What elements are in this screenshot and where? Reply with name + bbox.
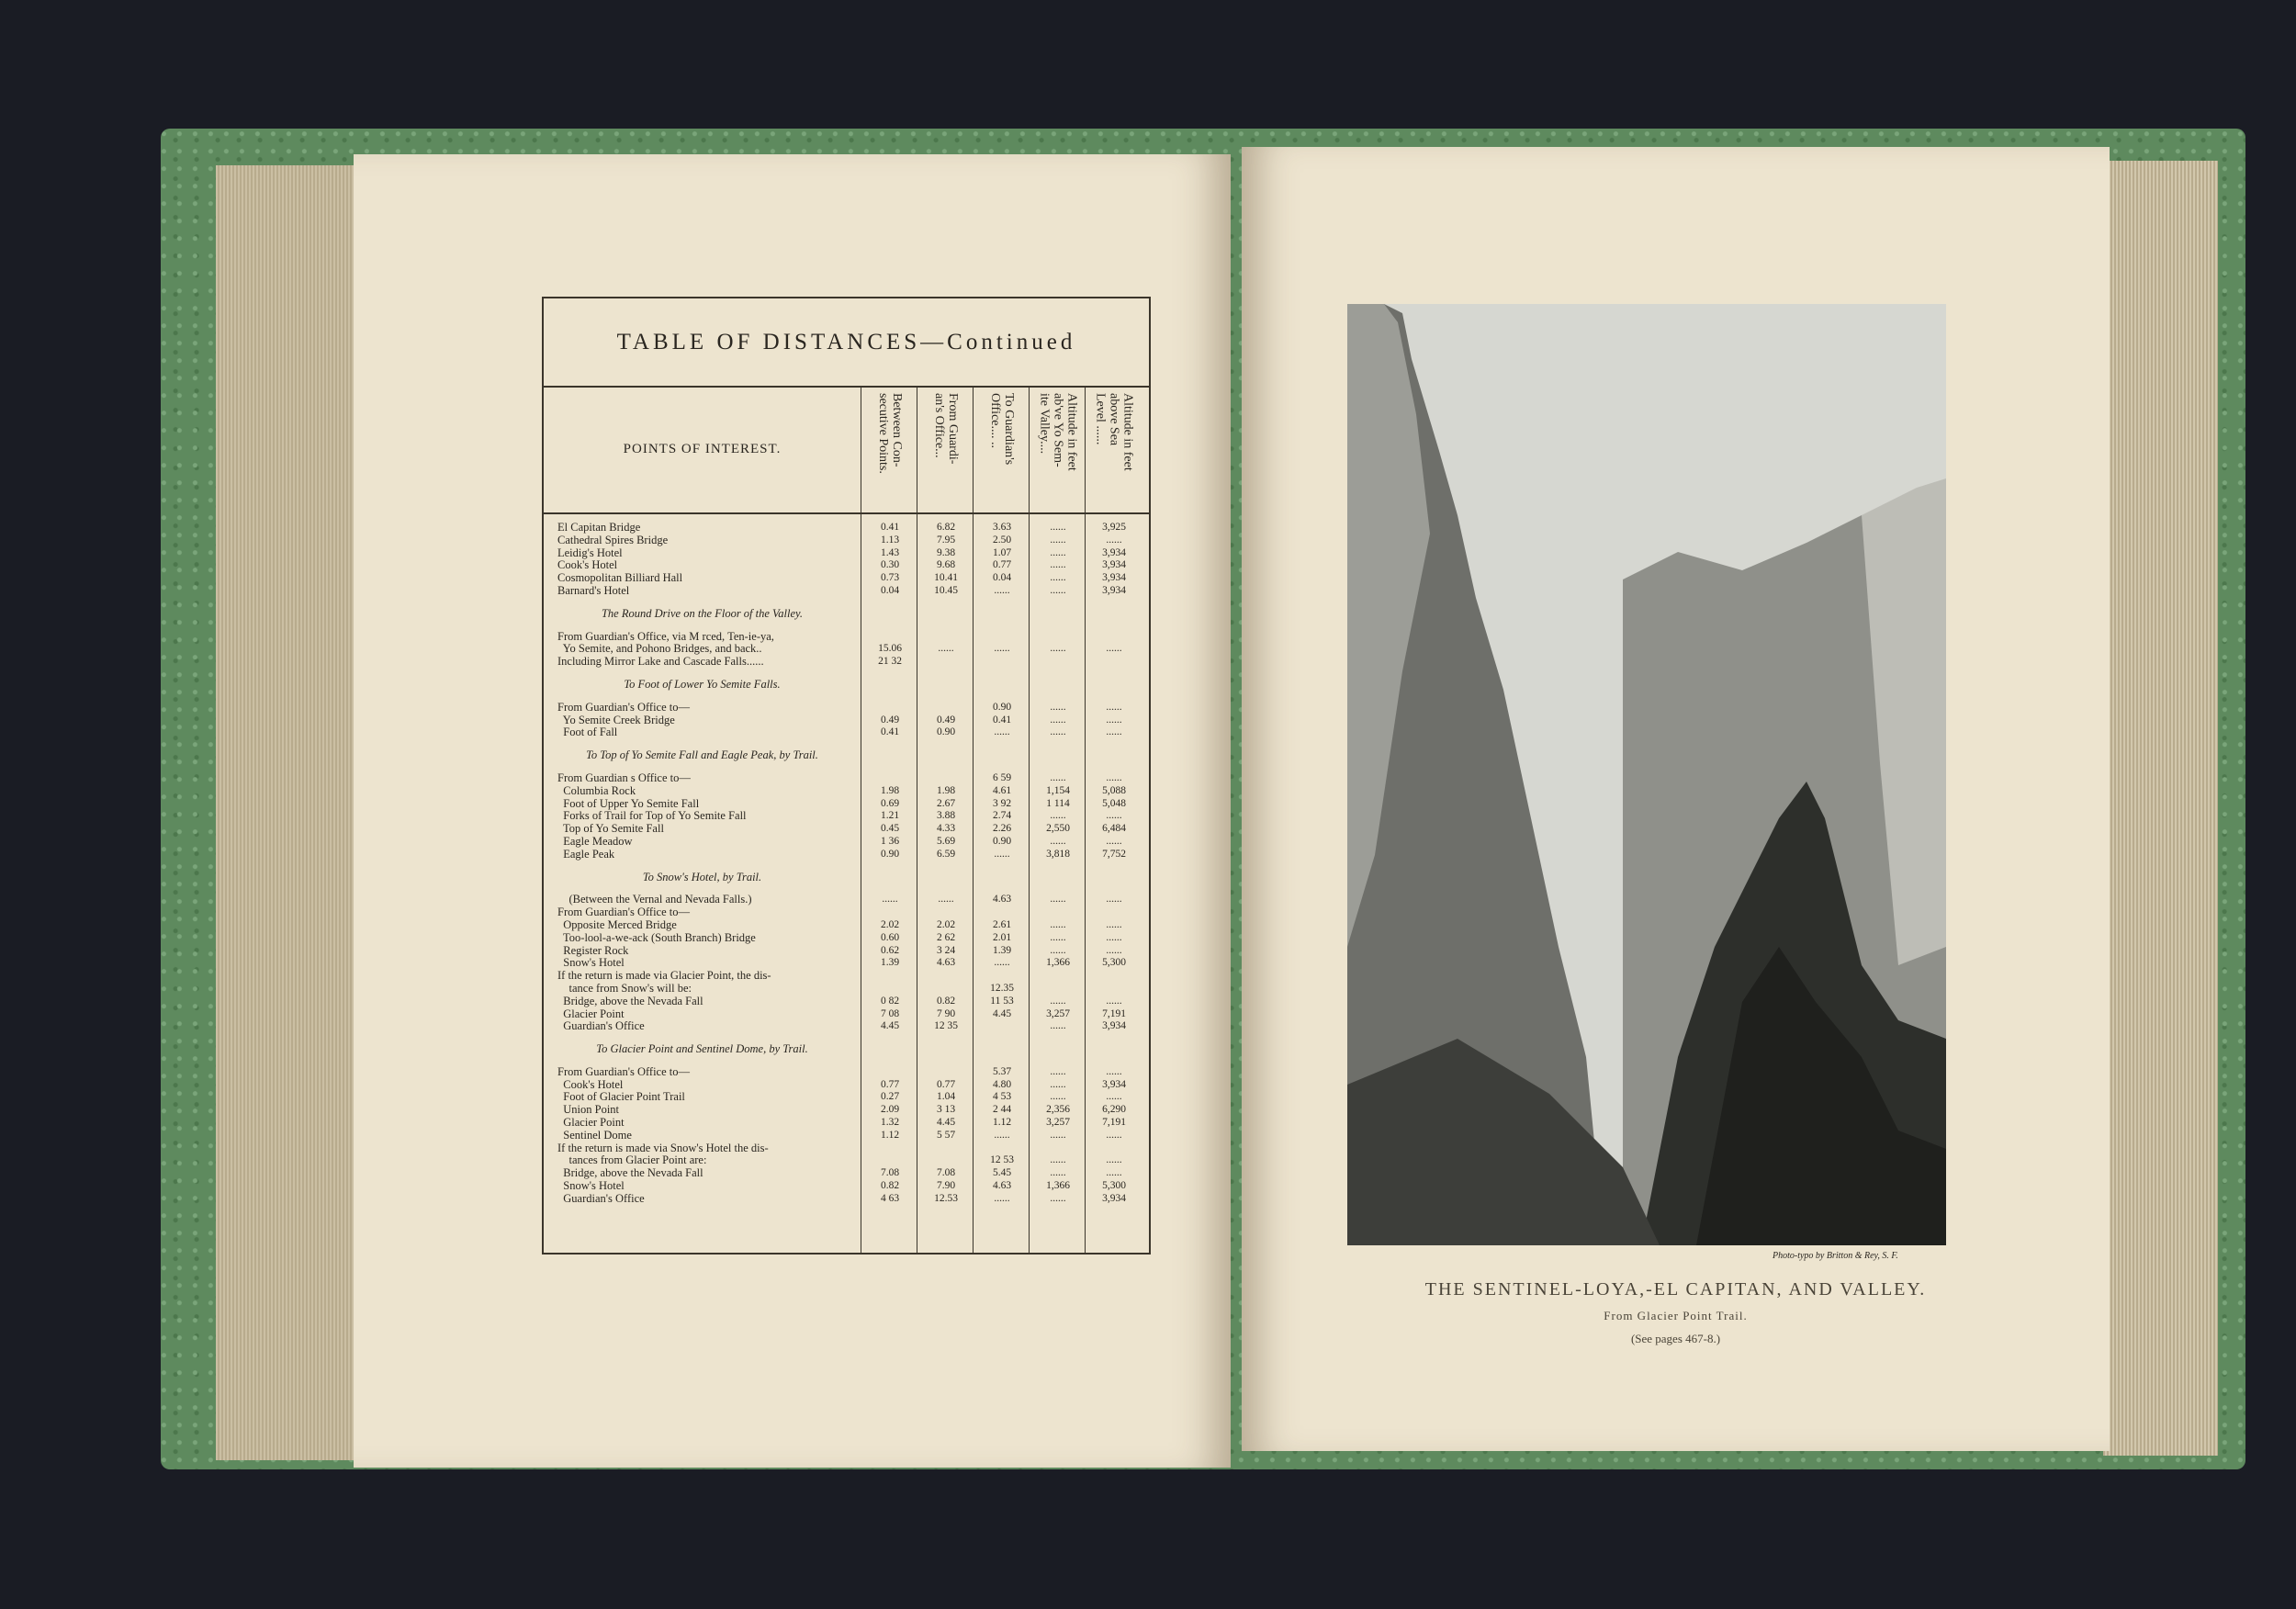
cell-value: 2.02: [880, 918, 900, 930]
table-row: [544, 702, 1149, 714]
cell-value: ......: [1050, 546, 1066, 558]
section-heading: [544, 749, 1149, 762]
col-header-alt-sea: Altitude in feet above Sea Level ......: [1093, 393, 1135, 471]
cell-value: 0.90: [936, 726, 956, 738]
row-label: Foot of Glacier Point Trail: [557, 1091, 685, 1104]
table-row: [544, 894, 1149, 906]
cell-value: 1 114: [1046, 797, 1070, 809]
table-row: [544, 1091, 1149, 1104]
cell-value: 12.35: [990, 982, 1014, 994]
table-row: [544, 945, 1149, 958]
row-label: Bridge, above the Nevada Fall: [557, 995, 703, 1007]
plate-caption: THE SENTINEL-LOYA,-EL CAPITAN, AND VALLEY.: [1424, 1279, 1927, 1300]
table-row: [544, 1104, 1149, 1117]
cell-value: 4.45: [936, 1117, 956, 1129]
row-label: From Guardian s Office to—: [557, 771, 691, 784]
cell-value: 2.50: [992, 534, 1012, 546]
cell-value: 4.45: [880, 1020, 900, 1032]
cell-value: ......: [1050, 995, 1066, 1007]
row-label: Top of Yo Semite Fall: [557, 823, 664, 836]
table-row: [544, 983, 1149, 996]
row-label: Cook's Hotel: [557, 1078, 624, 1091]
cell-value: ......: [994, 957, 1010, 969]
cell-value: ......: [1106, 1167, 1122, 1179]
cell-value: 21 32: [878, 656, 902, 668]
cell-value: ......: [994, 584, 1010, 596]
row-label: Columbia Rock: [557, 784, 636, 797]
cell-value: ......: [1050, 894, 1066, 906]
cell-value: 5.37: [992, 1065, 1012, 1077]
plate-reference: (See pages 467-8.): [1630, 1332, 1721, 1345]
cell-value: 0.04: [992, 572, 1012, 584]
table-row: [544, 559, 1149, 572]
cell-value: 0.49: [880, 714, 900, 726]
table-row: [544, 1180, 1149, 1193]
table-row: [544, 534, 1149, 547]
cell-value: ......: [1106, 534, 1122, 546]
table-row: [544, 970, 1149, 983]
cell-value: 1.32: [880, 1117, 900, 1129]
page-edges-right: [2103, 161, 2218, 1456]
cell-value: 4.33: [936, 823, 956, 835]
row-spacer: [544, 669, 1149, 679]
table-row: [544, 1079, 1149, 1092]
cell-value: 3.88: [936, 810, 956, 822]
cell-value: ......: [994, 1129, 1010, 1141]
cell-value: 1.04: [936, 1091, 956, 1103]
cell-value: 7 08: [880, 1007, 900, 1019]
cell-value: ......: [1050, 835, 1066, 847]
cell-value: 1.12: [992, 1117, 1012, 1129]
cell-value: ......: [1050, 1154, 1066, 1166]
row-label: If the return is made via Glacier Point, the dis-: [557, 970, 771, 983]
section-title: To Top of Yo Semite Fall and Eagle Peak, by Trail.: [586, 749, 818, 762]
cell-value: 0 82: [880, 995, 900, 1007]
cell-value: 5,088: [1102, 784, 1126, 796]
table-row: [544, 1066, 1149, 1079]
cell-value: 0.69: [880, 797, 900, 809]
row-label: From Guardian's Office to—: [557, 701, 691, 714]
row-label: From Guardian's Office to—: [557, 1065, 691, 1078]
cell-value: 0.90: [992, 701, 1012, 713]
cell-value: ......: [1050, 944, 1066, 956]
cell-value: ......: [1106, 918, 1122, 930]
cell-value: ......: [1050, 726, 1066, 738]
cell-value: ......: [1106, 1154, 1122, 1166]
col-header-alt-valley: Altitude in feet ab've Yo Sem- ite Valley....: [1037, 393, 1079, 471]
cell-value: 12 53: [990, 1154, 1014, 1166]
cell-value: ......: [1050, 701, 1066, 713]
cell-value: 1,366: [1046, 1180, 1070, 1192]
cell-value: ......: [1106, 944, 1122, 956]
table-row: [544, 810, 1149, 823]
row-spacer: [544, 762, 1149, 772]
cell-value: 0.41: [992, 714, 1012, 726]
row-label: Leidig's Hotel: [557, 546, 623, 559]
row-label: Guardian's Office: [557, 1192, 645, 1205]
row-label: Cook's Hotel: [557, 559, 618, 572]
cell-value: ......: [1106, 643, 1122, 655]
cell-value: 2.02: [936, 918, 956, 930]
table-header: [544, 386, 1149, 514]
cell-value: 6,484: [1102, 823, 1126, 835]
cell-value: 5.45: [992, 1167, 1012, 1179]
cell-value: ......: [1050, 1129, 1066, 1141]
cell-value: 0.77: [880, 1078, 900, 1090]
cell-value: 3,934: [1102, 1192, 1126, 1204]
section-heading: [544, 1043, 1149, 1056]
row-spacer: [544, 692, 1149, 702]
cell-value: ......: [1106, 1065, 1122, 1077]
row-label: Glacier Point: [557, 1117, 625, 1130]
cell-value: 2 62: [936, 931, 956, 943]
cell-value: 2 44: [992, 1104, 1012, 1116]
row-label: Yo Semite, and Pohono Bridges, and back..: [557, 643, 762, 656]
table-body: [544, 522, 1149, 1206]
cell-value: ......: [1106, 835, 1122, 847]
table-row: [544, 1142, 1149, 1155]
table-row: [544, 996, 1149, 1008]
row-label: Sentinel Dome: [557, 1129, 632, 1142]
cell-value: 1.98: [936, 784, 956, 796]
cell-value: ......: [1106, 894, 1122, 906]
cell-value: 0.60: [880, 931, 900, 943]
cell-value: 11 53: [990, 995, 1014, 1007]
cell-value: 9.38: [936, 546, 956, 558]
section-heading: [544, 608, 1149, 621]
row-label: tances from Glacier Point are:: [557, 1154, 707, 1167]
points-header: POINTS OF INTEREST.: [623, 441, 782, 456]
cell-value: ......: [1106, 995, 1122, 1007]
row-label: Yo Semite Creek Bridge: [557, 714, 675, 726]
cell-value: 1.13: [880, 534, 900, 546]
cell-value: 4.63: [992, 894, 1012, 906]
row-label: If the return is made via Snow's Hotel the dis-: [557, 1142, 769, 1154]
row-label: tance from Snow's will be:: [557, 982, 692, 995]
table-row: [544, 823, 1149, 836]
cell-value: 3,925: [1102, 522, 1126, 533]
cell-value: ......: [1050, 534, 1066, 546]
row-spacer: [544, 1033, 1149, 1043]
cell-value: ......: [1106, 701, 1122, 713]
cell-value: 3,934: [1102, 1078, 1126, 1090]
cell-value: ......: [1050, 771, 1066, 783]
cell-value: ......: [1050, 1192, 1066, 1204]
plate-subcaption: From Glacier Point Trail.: [1604, 1309, 1748, 1322]
row-label: Snow's Hotel: [557, 957, 625, 970]
cell-value: ......: [1106, 771, 1122, 783]
cell-value: 5,300: [1102, 1180, 1126, 1192]
row-label: Forks of Trail for Top of Yo Semite Fall: [557, 810, 747, 823]
cell-value: 7,191: [1102, 1117, 1126, 1129]
cell-value: 1.39: [992, 944, 1012, 956]
cell-value: ......: [1106, 726, 1122, 738]
cell-value: 5,300: [1102, 957, 1126, 969]
cell-value: 7 90: [936, 1007, 956, 1019]
cell-value: 3 92: [992, 797, 1012, 809]
cell-value: 4.61: [992, 784, 1012, 796]
cell-value: 7,191: [1102, 1007, 1126, 1019]
table-row: [544, 643, 1149, 656]
row-label: Barnard's Hotel: [557, 584, 630, 597]
cell-value: 3,257: [1046, 1007, 1070, 1019]
cell-value: 2.26: [992, 823, 1012, 835]
cell-value: 5,048: [1102, 797, 1126, 809]
cell-value: 3,934: [1102, 559, 1126, 571]
table-row: [544, 798, 1149, 811]
col-header-between: Between Con- secutive Points.: [876, 393, 904, 474]
table-row: [544, 1167, 1149, 1180]
table-row: [544, 547, 1149, 560]
page-edges-left: [216, 165, 372, 1460]
cell-value: 5.69: [936, 835, 956, 847]
cell-value: 7.08: [880, 1167, 900, 1179]
cell-value: 0.77: [936, 1078, 956, 1090]
cell-value: ......: [1050, 810, 1066, 822]
cell-value: 0.30: [880, 559, 900, 571]
cell-value: 2.67: [936, 797, 956, 809]
cell-value: 0.82: [936, 995, 956, 1007]
cell-value: 3,934: [1102, 546, 1126, 558]
cell-value: ......: [994, 848, 1010, 860]
cell-value: 3 13: [936, 1104, 956, 1116]
row-label: Glacier Point: [557, 1007, 625, 1020]
cell-value: ......: [994, 643, 1010, 655]
row-spacer: [544, 883, 1149, 894]
row-label: Too-lool-a-we-ack (South Branch) Bridge: [557, 931, 756, 944]
row-label: Cathedral Spires Bridge: [557, 534, 669, 546]
cell-value: ......: [1050, 584, 1066, 596]
row-label: Guardian's Office: [557, 1020, 645, 1033]
cell-value: 0.77: [992, 559, 1012, 571]
distances-table: [542, 297, 1151, 1255]
col-header-from-office: From Guardi- an's Office...: [932, 393, 960, 465]
row-label: Eagle Meadow: [557, 835, 633, 848]
row-spacer: [544, 621, 1149, 631]
table-row: [544, 785, 1149, 798]
row-label: From Guardian's Office to—: [557, 906, 691, 919]
cell-value: ......: [938, 894, 954, 906]
cliff-photo: [1347, 304, 1946, 1245]
row-label: Opposite Merced Bridge: [557, 918, 677, 931]
row-label: Eagle Peak: [557, 848, 615, 861]
cell-value: 4.63: [992, 1180, 1012, 1192]
row-spacer: [544, 598, 1149, 608]
row-label: Union Point: [557, 1104, 620, 1117]
cell-value: 0.45: [880, 823, 900, 835]
row-label: El Capitan Bridge: [557, 522, 641, 534]
cell-value: 1,366: [1046, 957, 1070, 969]
cell-value: 7.08: [936, 1167, 956, 1179]
cell-value: 6.82: [936, 522, 956, 533]
row-spacer: [544, 1056, 1149, 1066]
photo-credit: Photo-typo by Britton & Rey, S. F.: [1773, 1251, 1898, 1261]
cell-value: 0.62: [880, 944, 900, 956]
cell-value: 3,818: [1046, 848, 1070, 860]
table-row: [544, 631, 1149, 644]
section-heading: [544, 679, 1149, 692]
row-spacer: [544, 861, 1149, 872]
section-title: To Foot of Lower Yo Semite Falls.: [624, 678, 781, 691]
table-row: [544, 1154, 1149, 1167]
cell-value: 0.27: [880, 1091, 900, 1103]
table-row: [544, 572, 1149, 585]
cell-value: ......: [1050, 559, 1066, 571]
cell-value: 5 57: [936, 1129, 956, 1141]
cell-value: 0.41: [880, 522, 900, 533]
cell-value: 0.90: [992, 835, 1012, 847]
row-label: Foot of Upper Yo Semite Fall: [557, 797, 700, 810]
table-row: [544, 1020, 1149, 1033]
cell-value: 3,934: [1102, 584, 1126, 596]
table-title: TABLE OF DISTANCES—Continued: [544, 298, 1149, 388]
row-label: Foot of Fall: [557, 726, 618, 739]
section-title: To Snow's Hotel, by Trail.: [642, 871, 762, 883]
cell-value: 2.09: [880, 1104, 900, 1116]
cell-value: 7,752: [1102, 848, 1126, 860]
cell-value: 0.73: [880, 572, 900, 584]
cell-value: ......: [1050, 918, 1066, 930]
cell-value: 1.98: [880, 784, 900, 796]
cell-value: 6.59: [936, 848, 956, 860]
cell-value: 0.04: [880, 584, 900, 596]
cell-value: 2,550: [1046, 823, 1070, 835]
cell-value: 4.63: [936, 957, 956, 969]
cell-value: ......: [1106, 1091, 1122, 1103]
cell-value: ......: [1050, 522, 1066, 533]
cell-value: 4.80: [992, 1078, 1012, 1090]
cell-value: 7.95: [936, 534, 956, 546]
cell-value: 0.41: [880, 726, 900, 738]
col-header-to-office: To Guardian's Office.... ..: [988, 393, 1016, 466]
cell-value: 2.01: [992, 931, 1012, 943]
row-spacer: [544, 739, 1149, 749]
cell-value: 1.39: [880, 957, 900, 969]
cell-value: ......: [1050, 1167, 1066, 1179]
cell-value: ......: [1050, 714, 1066, 726]
section-heading: [544, 872, 1149, 884]
cell-value: ......: [1106, 1129, 1122, 1141]
cell-value: 3.63: [992, 522, 1012, 533]
cell-value: ......: [1106, 714, 1122, 726]
table-row: [544, 906, 1149, 919]
cell-value: 15.06: [878, 643, 902, 655]
cell-value: 1.21: [880, 810, 900, 822]
table-row: [544, 932, 1149, 945]
cell-value: 10.41: [934, 572, 958, 584]
photo-plate: [1347, 304, 1946, 1245]
cell-value: 3,257: [1046, 1117, 1070, 1129]
cell-value: 6,290: [1102, 1104, 1126, 1116]
cell-value: 3,934: [1102, 572, 1126, 584]
cell-value: ......: [1050, 572, 1066, 584]
cell-value: ......: [1050, 1020, 1066, 1032]
cell-value: 1.43: [880, 546, 900, 558]
table-row: [544, 585, 1149, 598]
cell-value: 2,356: [1046, 1104, 1070, 1116]
cell-value: 6 59: [992, 771, 1012, 783]
cell-value: ......: [994, 1192, 1010, 1204]
cell-value: 7.90: [936, 1180, 956, 1192]
cell-value: ......: [1106, 931, 1122, 943]
cell-value: 1.12: [880, 1129, 900, 1141]
table-row: [544, 1130, 1149, 1142]
table-row: [544, 726, 1149, 739]
cell-value: 1 36: [880, 835, 900, 847]
cell-value: 4 53: [992, 1091, 1012, 1103]
row-label: Snow's Hotel: [557, 1180, 625, 1193]
row-label: Including Mirror Lake and Cascade Falls......: [557, 656, 764, 669]
table-row: [544, 1008, 1149, 1021]
cell-value: ......: [1050, 643, 1066, 655]
cell-value: 9.68: [936, 559, 956, 571]
cell-value: 0.49: [936, 714, 956, 726]
cell-value: 3 24: [936, 944, 956, 956]
cell-value: 1.07: [992, 546, 1012, 558]
row-label: Register Rock: [557, 944, 629, 957]
cell-value: ......: [1050, 1065, 1066, 1077]
cell-value: ......: [1050, 931, 1066, 943]
cell-value: ......: [882, 894, 898, 906]
table-row: [544, 957, 1149, 970]
section-title: To Glacier Point and Sentinel Dome, by Trail.: [596, 1043, 808, 1056]
cell-value: 1,154: [1046, 784, 1070, 796]
table-row: [544, 836, 1149, 849]
row-label: From Guardian's Office, via M rced, Ten-ie-ya,: [557, 630, 774, 643]
table-row: [544, 1117, 1149, 1130]
cell-value: ......: [994, 726, 1010, 738]
section-title: The Round Drive on the Floor of the Valley.: [601, 607, 804, 620]
table-row: [544, 522, 1149, 534]
cell-value: 4 63: [880, 1192, 900, 1204]
cell-value: 3,934: [1102, 1020, 1126, 1032]
row-label: (Between the Vernal and Nevada Falls.): [557, 894, 752, 906]
cell-value: 2.74: [992, 810, 1012, 822]
table-row: [544, 919, 1149, 932]
cell-value: ......: [938, 643, 954, 655]
cell-value: ......: [1106, 810, 1122, 822]
cell-value: ......: [1050, 1078, 1066, 1090]
table-row: [544, 1193, 1149, 1206]
table-row: [544, 772, 1149, 785]
cell-value: 2.61: [992, 918, 1012, 930]
table-row: [544, 656, 1149, 669]
cell-value: 0.90: [880, 848, 900, 860]
row-label: Cosmopolitan Billiard Hall: [557, 572, 683, 585]
cell-value: ......: [1050, 1091, 1066, 1103]
table-row: [544, 849, 1149, 861]
cell-value: 12 35: [934, 1020, 958, 1032]
table-row: [544, 714, 1149, 727]
cell-value: 4.45: [992, 1007, 1012, 1019]
cell-value: 0.82: [880, 1180, 900, 1192]
cell-value: 12.53: [934, 1192, 958, 1204]
cell-value: 10.45: [934, 584, 958, 596]
row-label: Bridge, above the Nevada Fall: [557, 1167, 703, 1180]
